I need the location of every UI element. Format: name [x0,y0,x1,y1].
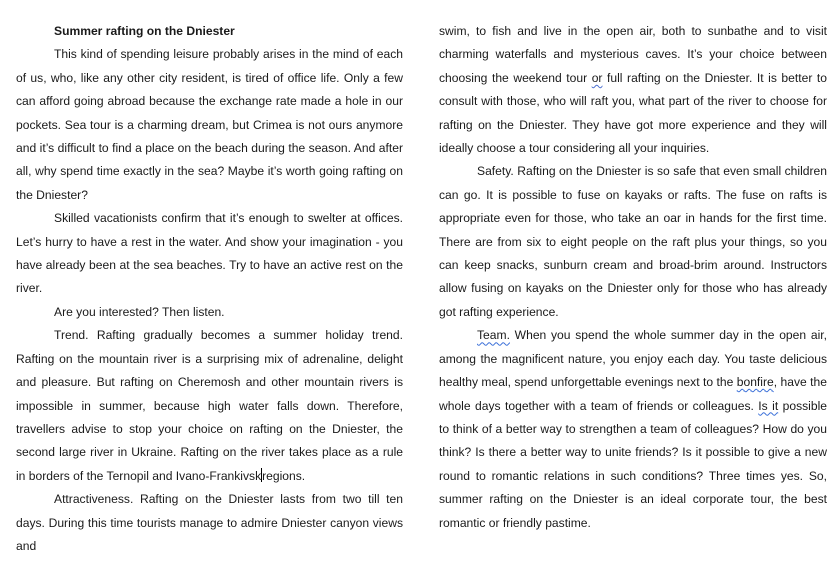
left-column[interactable] [16,20,403,558]
paragraph-attractiveness[interactable]: Attractiveness. Rafting on the Dniester lasts from two till ten days. During this time tourists manage to admire Dniester canyon views and [16,492,403,553]
paragraph-interested[interactable]: Are you interested? Then listen. [54,304,225,319]
paragraph-trend-end[interactable]: regions. [262,468,306,483]
paragraph-vacationists[interactable]: Skilled vacationists confirm that it’s enough to swelter at offices. Let’s hurry to have a rest in the water. And show your imagination - you have already been at the sea beaches. Try to have an active rest on the river. [16,211,403,296]
document-title[interactable]: Summer rafting on the Dniester [54,24,235,38]
grammar-flag-team[interactable]: Team. [477,328,510,343]
paragraph-team[interactable] [439,324,827,535]
paragraph-team-c[interactable]: possible to think of a better way to strengthen a team of colleagues? How do you think? Is there a better way to unite friends? Is it possible to give a new round to romantic relations in such conditions? Three times yes. So, summer rafting on the Dniester is an ideal corporate tour, the best romantic or friendly pastime. [439,398,827,530]
paragraph-safety[interactable]: Safety. Rafting on the Dniester is so safe that even small children can go. It is possible to fuse on kayaks or rafts. The fuse on rafts is appropriate even for those, who take an oar in hands for the first time. There are from six to eight people on the raft plus your things, so you can keep snacks, sunburn cream and broad-brim around. Instructors allow fusing on kayaks on the Dniester only for those who has already got rafting experience. [439,164,827,319]
paragraph-trend-text[interactable]: Trend. Rafting gradually becomes a summer holiday trend. Rafting on the mountain river is a surprising mix of adrenaline, delight and pleasure. But rafting on Cheremosh and other mountain rivers is impossible in summer, because high water falls down. Therefore, travellers advise to stop your choice on rafting on the Dniester, the second large river in Ukraine. Rafting on the river takes place as a rule in borders of the Ternopil and Ivano-Frankivsk [16,328,403,483]
grammar-flag-bonfire[interactable]: bonfire [736,375,774,390]
paragraph-intro[interactable]: This kind of spending leisure probably arises in the mind of each of us, who, like any other city resident, is tired of office life. Only a few can afford going abroad because the exchange rate made a hole in our pockets. Sea tour is a charming dream, but Crimea is not ours anymore and it’s difficult to find a place on the beach during the season. And after all, why spend time exactly in the sea? Maybe it’s worth going rafting on the Dniester? [16,47,403,202]
paragraph-attractiveness-cont-b[interactable]: full rafting on the Dniester. It is better to consult with those, who will raft you, what part of the river to choose for rafting on the Dniester. They have got more experience and they will ideally choose a tour considering all your inquiries. [439,70,827,156]
right-column[interactable] [439,20,827,535]
grammar-flag-is-it[interactable]: Is it [758,398,779,413]
paragraph-team-b[interactable]: , have the whole days together with a team of friends or colleagues. [439,375,827,413]
paragraph-attractiveness-cont-a[interactable]: swim, to fish and live in the open air, both to sunbathe and to visit charming waterfalls and mysterious caves. It’s your choice between choosing the weekend tour [439,24,827,85]
grammar-flag-or[interactable]: or [591,70,603,85]
paragraph-team-a[interactable]: When you spend the whole summer day in the open air, among the magnificent nature, you enjoy each day. You taste delicious healthy meal, spend unforgettable evenings next to the [439,328,827,390]
paragraph-attractiveness-cont[interactable] [439,20,827,160]
paragraph-trend[interactable] [16,324,403,488]
